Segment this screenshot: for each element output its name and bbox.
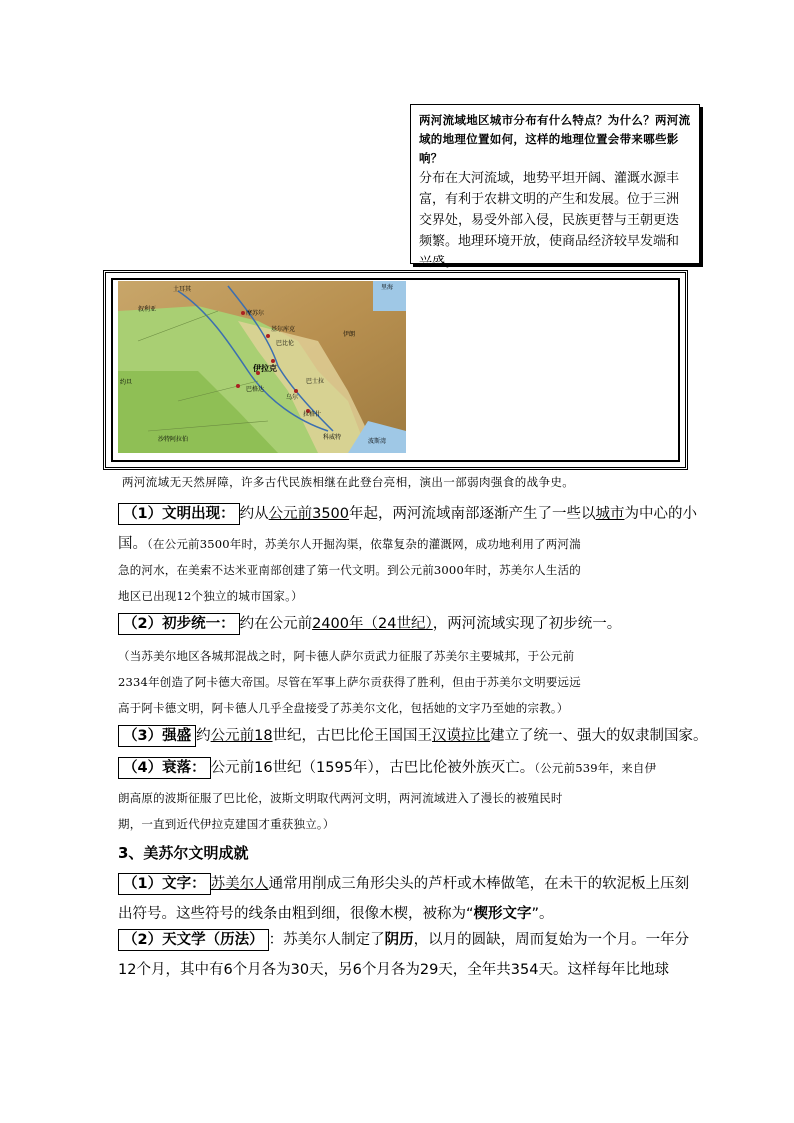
label-jordan: 约旦 [120, 379, 133, 386]
section-5-line-1: （1）文字： 苏美尔人通常用削成三角形尖头的芦杆或木棒做笔，在未干的软泥板上压刻 [118, 872, 689, 895]
label-lagash: 拉格什 [303, 411, 322, 418]
answer-text: 分布在大河流域，地势平坦开阔、灌溉水源丰富，有利于农耕文明的产生和发展。位于三洲交界处，易受外部入侵，民族更替与王朝更迭频繁。地理环境开放，使商品经济较早发端和兴盛。 [419, 171, 680, 270]
section-5-tag: （1）文字： [118, 873, 211, 895]
section-1-note-2: 急的河水，在美索不达米亚南部创建了第一代文明。到公元前3000年时，苏美尔人生活的 [118, 563, 581, 577]
section-2-note-2: 2334年创造了阿卡德大帝国。尽管在军事上萨尔贡获得了胜利，但由于苏美尔文明要远远 [118, 675, 581, 689]
section-4-note-1: 朗高原的波斯征服了巴比伦，波斯文明取代两河文明，两河流域进入了漫长的被殖民时 [118, 791, 563, 805]
label-iran: 伊朗 [343, 331, 356, 338]
label-gulf: 波斯湾 [368, 438, 387, 445]
label-syria: 叙利亚 [138, 306, 157, 313]
label-ur: 乌尔 [286, 394, 299, 401]
label-babylon: 巴比伦 [276, 340, 295, 347]
mesopotamia-map [118, 281, 406, 453]
section-1-tag: （1）文明出现： [118, 503, 240, 525]
section-4-line-1: （4）衰落： 公元前16世纪（1595年），古巴比伦被外族灭亡。（公元前539年，来自伊 [118, 756, 656, 779]
section-6-line-2: 12个月，其中有6个月各为30天，另6个月各为29天，全年共354天。这样每年比地球 [118, 962, 669, 978]
question-box [410, 104, 700, 270]
map-caption: 两河流域无天然屏障，许多古代民族相继在此登台亮相，演出一部弱肉强食的战争史。 [122, 475, 575, 489]
label-turkey: 土耳其 [173, 286, 192, 293]
label-basra: 巴士拉 [306, 378, 325, 385]
section-2-tag: （2）初步统一： [118, 613, 240, 635]
section-2-note-1: （当苏美尔地区各城邦混战之时，阿卡德人萨尔贡武力征服了苏美尔主要城邦，于公元前 [118, 649, 575, 663]
label-caspian: 里海 [381, 284, 394, 291]
section-5-line-2: 出符号。这些符号的线条由粗到细，很像木楔，被称为“楔形文字”。 [118, 906, 554, 922]
section-6-tag: （2）天文学（历法） [118, 929, 269, 951]
section-1-line-1: （1）文明出现： 约从公元前3500年起，两河流域南部逐渐产生了一些以城市为中心的小 [118, 502, 697, 525]
label-baghdad: 巴格达 [246, 386, 265, 393]
label-iraq: 伊拉克 [253, 364, 277, 373]
section-1-note-3: 地区已出现12个独立的城市国家。） [118, 589, 303, 603]
label-kirkuk: 基尔库克 [271, 326, 296, 333]
question-text: 两河流域地区城市分布有什么特点？为什么？两河流域的地理位置如何，这样的地理位置会带来哪些影响？ [419, 113, 691, 165]
label-mosul: 摩苏尔 [246, 310, 265, 317]
section-2-note-3: 高于阿卡德文明，阿卡德人几乎全盘接受了苏美尔文化，包括她的文字乃至她的宗教。） [118, 701, 569, 715]
section-4-note-2: 期，一直到近代伊拉克建国才重获独立。） [118, 817, 335, 831]
section-6-line-1: （2）天文学（历法） ：苏美尔人制定了阴历，以月的圆缺，周而复始为一个月。一年分 [118, 928, 689, 951]
section-3-tag: （3）强盛 [118, 725, 196, 747]
section-2-line-1: （2）初步统一： 约在公元前2400年（24世纪），两河流域实现了初步统一。 [118, 612, 621, 635]
label-saudi: 沙特阿拉伯 [158, 436, 189, 443]
achievements-heading: 3、美苏尔文明成就 [118, 844, 249, 862]
section-3-line-1: （3）强盛 约公元前18世纪，古巴比伦王国国王汉谟拉比建立了统一、强大的奴隶制国家。 [118, 724, 708, 747]
section-1-line-2: 国。（在公元前3500年时，苏美尔人开掘沟渠，依靠复杂的灌溉网，成功地利用了两河湍 [118, 536, 581, 552]
section-4-tag: （4）衰落： [118, 757, 211, 779]
label-kuwait: 科威特 [323, 434, 342, 441]
